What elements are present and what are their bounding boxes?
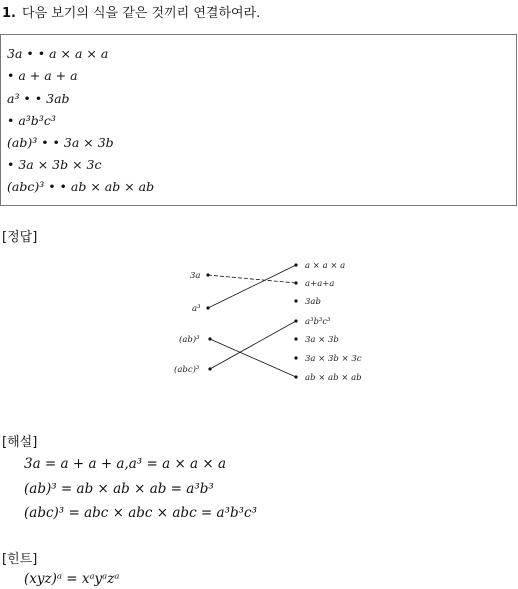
right-dot [294, 337, 297, 340]
connection-line [208, 265, 296, 308]
box-line: (abc)³ • • ab × ab × ab [7, 179, 155, 194]
box-line: 3a • • a × a × a [7, 46, 109, 61]
box-line: • 3a × 3b × 3c [7, 157, 102, 172]
explanation-line: (ab)³ = ab × ab × ab = a³b³ [24, 481, 214, 497]
box-line: (ab)³ • • 3a × 3b [7, 135, 114, 150]
right-item: 3ab [305, 297, 321, 307]
question-text [2, 2, 260, 21]
explanation-label: [해설] [2, 435, 38, 450]
hint-line: (xyz)ᵃ = xᵃyᵃzᵃ [24, 571, 120, 587]
box-line: a³ • • 3ab [7, 91, 70, 106]
matching-diagram [160, 255, 380, 390]
right-item: 3a × 3b × 3c [305, 354, 362, 364]
choices-box [0, 34, 517, 206]
box-line: • a + a + a [7, 68, 78, 83]
answer-label: [정답] [2, 230, 38, 245]
right-item: ab × ab × ab [305, 373, 362, 383]
right-item: a³b³c³ [305, 317, 331, 327]
right-dot [294, 356, 297, 359]
left-item-3a: 3a [190, 271, 201, 281]
connection-line [208, 275, 296, 283]
question-prompt: 다음 보기의 식을 같은 것끼리 연결하여라. [21, 6, 261, 21]
question-number: 1. [2, 6, 16, 21]
left-item-a3: a³ [192, 304, 201, 314]
left-item-ab3: (ab)³ [179, 335, 200, 345]
explanation-line: (abc)³ = abc × abc × abc = a³b³c³ [24, 505, 258, 521]
right-item: a+a+a [305, 279, 335, 289]
right-dot [294, 299, 297, 302]
explanation-line: 3a = a + a + a,a³ = a × a × a [24, 456, 227, 472]
right-item: a × a × a [305, 261, 346, 271]
hint-label: [힌트] [2, 552, 38, 567]
right-item: 3a × 3b [305, 335, 339, 345]
box-line: • a³b³c³ [7, 113, 56, 128]
left-item-abc3: (abc)³ [174, 365, 200, 375]
